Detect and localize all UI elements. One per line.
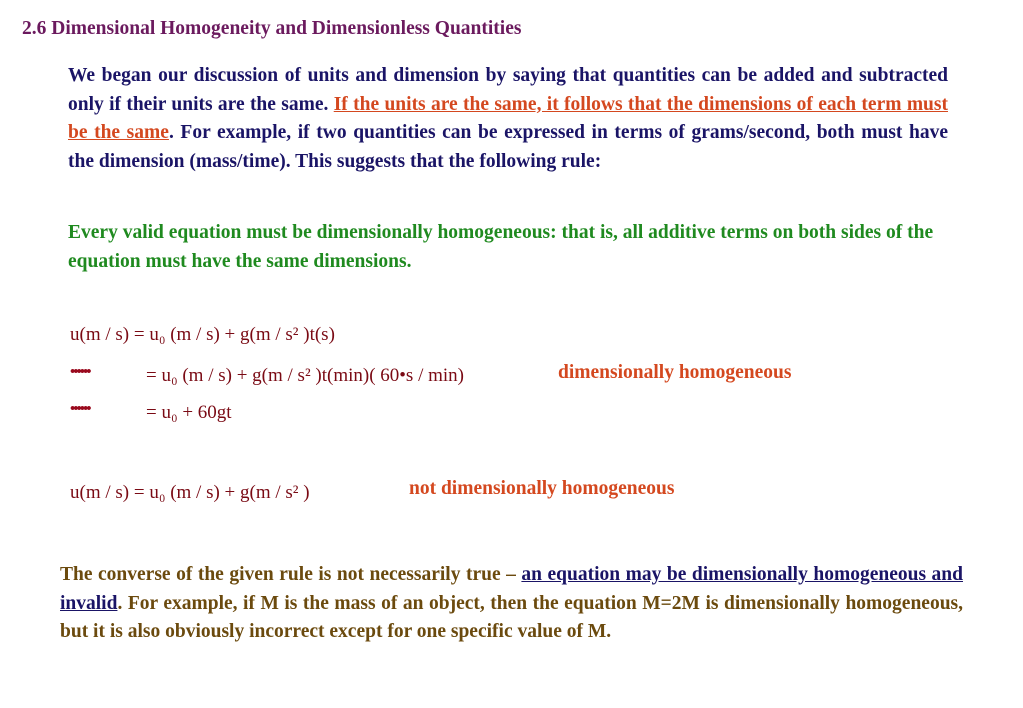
intro-text-a: We began our discussion of units and dimension by saying that quantities can be added and subtracted only if their units are the same. <box>68 65 948 115</box>
intro-paragraph <box>68 62 948 176</box>
converse-text-a: The converse of the given rule is not necessarily true – <box>60 564 522 585</box>
converse-underline: an equation may be dimensionally homogeneous and invalid <box>60 564 963 614</box>
equation-1: u(m / s) = u₀ (m / s) + g(m / s² )t(s) <box>70 324 335 345</box>
converse-text-b: . For example, if M is the mass of an object, then the equation M=2M is dimensionally homogeneous, but it is also obviously incorrect except for one specific value of M. <box>60 592 963 642</box>
homogeneity-rule: Every valid equation must be dimensionally homogeneous: that is, all additive terms on both sides of the equation must have the same dimensions. <box>68 222 934 272</box>
intro-highlight: If the units are the same, it follows that the dimensions of each term must be the same <box>68 93 948 143</box>
converse-paragraph <box>60 561 963 647</box>
equation-2: = u₀ (m / s) + g(m / s² )t(min)( 60•s / min) <box>146 365 464 386</box>
label-not-homogeneous: not dimensionally homogeneous <box>409 478 675 499</box>
label-homogeneous: dimensionally homogeneous <box>558 362 792 383</box>
ellipsis-dots-2: •••••• <box>70 401 90 417</box>
ellipsis-dots-1: •••••• <box>70 364 90 380</box>
equation-4: u(m / s) = u₀ (m / s) + g(m / s² ) <box>70 482 310 503</box>
intro-text-b: . For example, if two quantities can be expressed in terms of grams/second, both must have the dimension (mass/time). This suggests that the following rule: <box>68 122 949 172</box>
equation-3: = u₀ + 60gt <box>146 402 232 423</box>
slide-title: 2.6 Dimensional Homogeneity and Dimensionless Quantities <box>22 18 522 39</box>
